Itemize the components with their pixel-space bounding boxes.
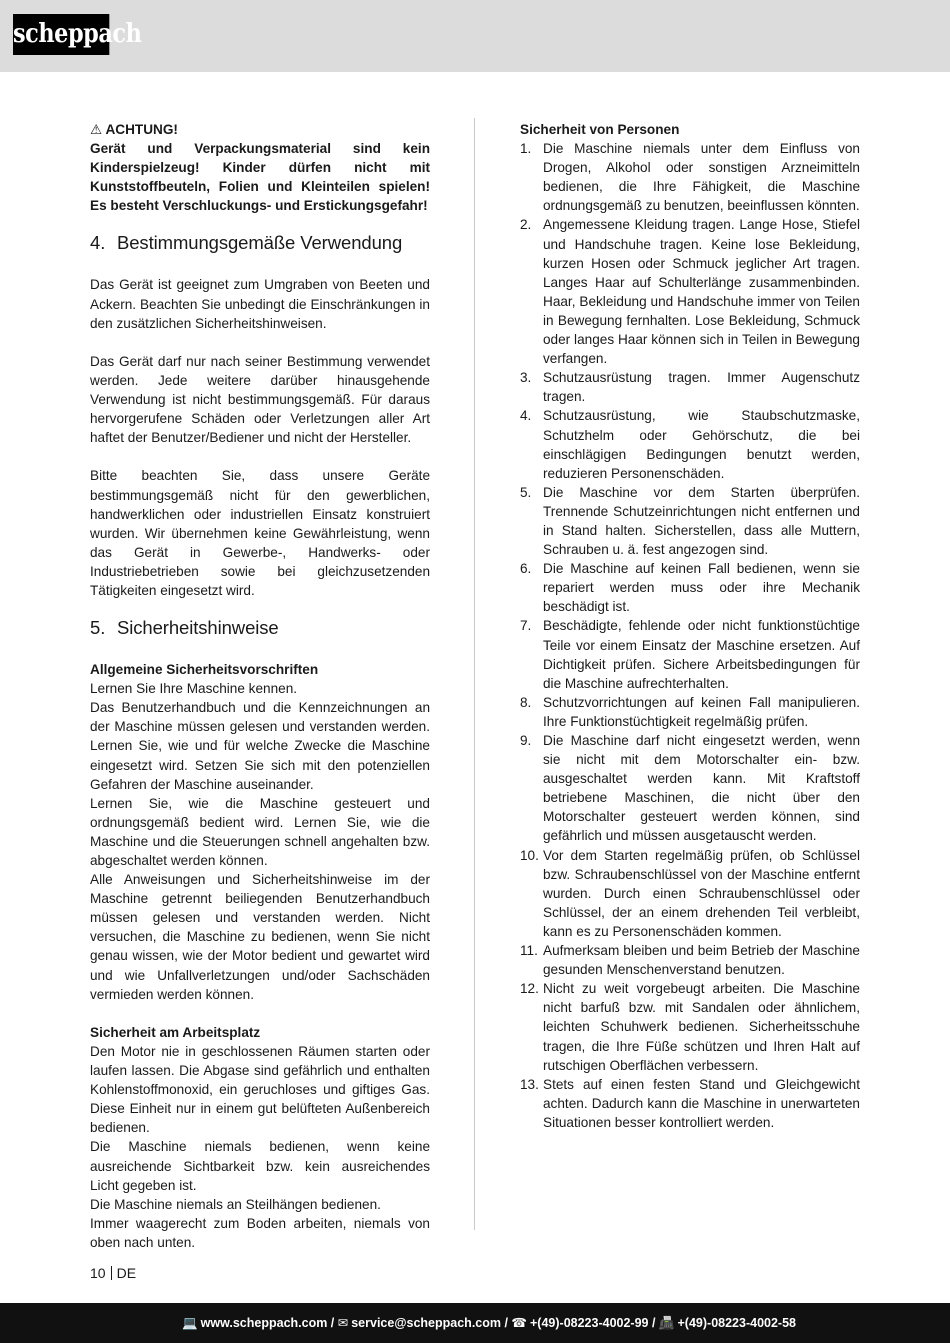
list-item-text: Schutzausrüstung tragen. Immer Augenschutz tragen. xyxy=(543,370,860,405)
brand-logo: scheppach xyxy=(13,14,109,55)
section-4-paragraph: Das Gerät darf nur nach seiner Bestimmung verwendet werden. Jede weitere darüber hinausgehende Verwendung ist nicht bestimmungsgemäß. Für daraus hervorgerufene Schäden oder Verletzungen aller Art haftet der Benutzer/Bediener und nicht der Hersteller. xyxy=(90,353,430,446)
list-item-text: Beschädigte, fehlende oder nicht funktionstüchtige Teile vor einem Einsatz der Maschine ersetzen. Auf Dichtigkeit prüfen. Sichere Arbeitsbedingungen für die Maschine aufrechterhalten. xyxy=(543,618,860,691)
list-item-text: Die Maschine niemals unter dem Einfluss von Drogen, Alkohol oder sonstigen Arzneimitteln bedienen, die Ihre Fähigkeit, die Maschine ordnungsgemäß zu benutzen, beeinflussen könnten. xyxy=(543,141,860,214)
general-safety-heading: Allgemeine Sicherheitsvorschriften xyxy=(90,662,319,678)
workplace-safety-line: Die Maschine niemals an Steilhängen bedienen. xyxy=(90,1196,381,1212)
section-4-title: Bestimmungsgemäße Verwendung xyxy=(117,232,403,254)
personal-safety-heading: Sicherheit von Personen xyxy=(520,122,680,137)
list-item xyxy=(520,941,860,979)
workplace-safety-line: Den Motor nie in geschlossenen Räumen starten oder laufen lassen. Die Abgase sind gefährlich und enthalten Kohlenstoffmonoxid, ein geruchloses und giftiges Gas. Diese Einheit nur in einem gut belüfteten Außenbereich bedienen. xyxy=(90,1043,430,1136)
list-item xyxy=(520,483,860,559)
list-item xyxy=(520,846,860,941)
footer-band xyxy=(0,1303,950,1343)
list-item xyxy=(520,139,860,215)
warning-box xyxy=(90,120,430,215)
header-band xyxy=(0,0,950,72)
general-safety-line: Alle Anweisungen und Sicherheitshinweise im der Maschine getrennt beiliegenden Benutzerhandbuch müssen gelesen und verstanden werden. Nicht versuchen, die Maschine zu bedienen, wenn Sie nicht genau wissen, wie der Motor bedient und gewartet wird und wie Unfallverletzungen und/oder Sachschäden vermieden werden können. xyxy=(90,872,430,1002)
list-item-text: Nicht zu weit vorgebeugt arbeiten. Die Maschine nicht barfuß bzw. mit Sandalen oder ähnlichem, leichten Schuhwerk bedienen. Sicherheitsschuhe tragen, die Ihre Füße schützen und Ihren Halt auf rutschigen Oberflächen verbessern. xyxy=(543,981,860,1073)
general-safety-line: Lernen Sie Ihre Maschine kennen. xyxy=(90,681,298,697)
section-5-number: 5. xyxy=(90,617,106,639)
warning-title: ⚠ ACHTUNG! xyxy=(90,122,178,137)
page-number-value: 10 xyxy=(90,1265,106,1281)
page-language: DE xyxy=(116,1265,137,1281)
footer-separator: / xyxy=(327,1316,338,1330)
list-item xyxy=(520,616,860,692)
website-link[interactable]: www.scheppach.com xyxy=(200,1316,328,1330)
section-4-paragraph: Das Gerät ist geeignet zum Umgraben von Beeten und Ackern. Beachten Sie unbedingt die Einschränkungen in den zusätzlichen Sicherheitshinweisen. xyxy=(90,277,430,331)
list-item-number: 5. xyxy=(520,484,532,500)
workplace-safety-block xyxy=(90,1023,430,1252)
list-item-number: 3. xyxy=(520,370,532,386)
list-item-number: 9. xyxy=(520,733,532,748)
list-item-text: Vor dem Starten regelmäßig prüfen, ob Schlüssel bzw. Schraubenschlüssel von der Maschine entfernt wurden. Durch einen Schraubenschlüssel oder Schlüssel, der an einem drehenden Teil verbleibt, kann es zu Personenschäden kommen. xyxy=(543,847,860,939)
general-safety-line: Das Benutzerhandbuch und die Kennzeichnungen an der Maschine müssen gelesen und verstanden werden. Lernen Sie, wie und für welche Zwecke die Maschine eingesetzt wird. Setzen Sie sich mit den potenziellen Gefahren der Maschine auseinander. xyxy=(90,700,430,792)
section-4-number: 4. xyxy=(90,232,106,254)
column-divider xyxy=(474,118,475,1230)
list-item-text: Angemessene Kleidung tragen. Lange Hose, Stiefel und Handschuhe tragen. Keine lose Bekleidung, kurzen Hosen oder Schmuck jeglicher Art tragen. Langes Haar auf Schulterlänge zusammenbinden. Haar, Bekleidung und Handschuhe immer von Teilen in Bewegung fernhalten. Lose Bekleidung, Schmuck oder langes Haar können sich in Teilen in Bewegung verfangen. xyxy=(543,217,860,367)
list-item-text: Schutzvorrichtungen auf keinen Fall manipulieren. Ihre Funktionstüchtigkeit regelmäßig prüfen. xyxy=(543,694,860,729)
personal-safety-list xyxy=(520,139,860,1132)
list-item-text: Die Maschine auf keinen Fall bedienen, wenn sie repariert werden muss oder ihre Mechanik beschädigt ist. xyxy=(543,561,860,615)
workplace-safety-line: Die Maschine niemals bedienen, wenn keine ausreichende Sichtbarkeit bzw. kein ausreichendes Licht gegeben ist. xyxy=(90,1139,430,1193)
section-4-paragraph: Bitte beachten Sie, dass unsere Geräte bestimmungsgemäß nicht für den gewerblichen, handwerklichen oder industriellen Einsatz konstruiert wurden. Wir übernehmen keine Gewährleistung, wenn das Gerät in Gewerbe-, Handwerks- oder Industriebetrieben sowie bei gleichzusetzenden Tätigkeiten eingesetzt wird. xyxy=(90,468,430,598)
footer-separator: / xyxy=(501,1316,512,1330)
list-item xyxy=(520,406,860,482)
list-item-text: Schutzausrüstung, wie Staubschutzmaske, Schutzhelm oder Gehörschutz, die bei einschlägigen Bedingungen benutzt werden, reduzieren Personenschäden. xyxy=(543,408,860,481)
workplace-safety-heading: Sicherheit am Arbeitsplatz xyxy=(90,1024,261,1040)
list-item-text: Stets auf einen festen Stand und Gleichgewicht achten. Dadurch kann die Maschine in unerwarteten Situationen besser kontrolliert werden. xyxy=(543,1076,860,1130)
list-item xyxy=(520,1075,860,1132)
page-number xyxy=(90,1265,136,1281)
list-item-number: 2. xyxy=(520,217,532,233)
phone-icon: ☎ xyxy=(511,1316,527,1330)
list-item xyxy=(520,693,860,731)
section-5-heading xyxy=(90,616,430,640)
section-4-heading xyxy=(90,231,430,255)
list-item xyxy=(520,215,860,368)
list-item-text: Aufmerksam bleiben und beim Betrieb der Maschine gesunden Menschenverstand benutzen. xyxy=(543,943,860,978)
right-column xyxy=(520,120,860,1132)
list-item xyxy=(520,979,860,1074)
list-item-number: 4. xyxy=(520,408,532,424)
left-column xyxy=(90,120,430,1271)
list-item xyxy=(520,559,860,616)
list-item-number: 12. xyxy=(520,981,539,997)
list-item-number: 1. xyxy=(520,141,532,157)
computer-icon: 💻 xyxy=(182,1316,198,1330)
list-item-number: 13. xyxy=(520,1076,539,1092)
list-item-text: Die Maschine vor dem Starten überprüfen. Trennende Schutzeinrichtungen nicht entfernen und in Stand halten. Sicherstellen, dass alle Muttern, Schrauben u. ä. fest angezogen sind. xyxy=(543,484,860,558)
list-item-number: 11. xyxy=(520,943,538,959)
page-number-divider xyxy=(111,1266,112,1280)
footer-separator: / xyxy=(648,1316,659,1330)
workplace-safety-line: Immer waagerecht zum Boden arbeiten, niemals von oben nach unten. xyxy=(90,1215,430,1250)
list-item xyxy=(520,731,860,846)
warning-text: Gerät und Verpackungsmaterial sind kein Kinderspielzeug! Kinder dürfen nicht mit Kunststoffbeuteln, Folien und Kleinteilen spielen! Es besteht Verschluckungs- und Erstickungsgefahr! xyxy=(90,141,430,214)
mail-icon: ✉ xyxy=(337,1316,349,1330)
fax-icon: 📠 xyxy=(658,1316,675,1330)
fax-number: +(49)-08223-4002-58 xyxy=(677,1316,796,1330)
email-link[interactable]: service@scheppach.com xyxy=(351,1316,501,1330)
general-safety-block xyxy=(90,660,430,1004)
list-item-number: 8. xyxy=(520,694,532,710)
phone-number[interactable]: +(49)-08223-4002-99 xyxy=(530,1316,649,1330)
general-safety-line: Lernen Sie, wie die Maschine gesteuert und ordnungsgemäß bedient wird. Lernen Sie, wie die Maschine und die Steuerungen schnell angehalten bzw. abgeschaltet werden können. xyxy=(90,795,430,868)
section-5-title: Sicherheitshinweise xyxy=(117,617,279,639)
list-item-text: Die Maschine darf nicht eingesetzt werden, wenn sie nicht mit dem Motorschalter ein- bzw. ausgeschaltet werden kann. Mit Kraftstoff betriebene Maschinen, die nicht über den Motorschalter gesteuert werden können, sind gefährlich und müssen ausgetauscht werden. xyxy=(543,733,860,844)
list-item-number: 10. xyxy=(520,847,539,863)
list-item xyxy=(520,368,860,406)
list-item-number: 7. xyxy=(520,618,532,634)
list-item-number: 6. xyxy=(520,561,532,577)
